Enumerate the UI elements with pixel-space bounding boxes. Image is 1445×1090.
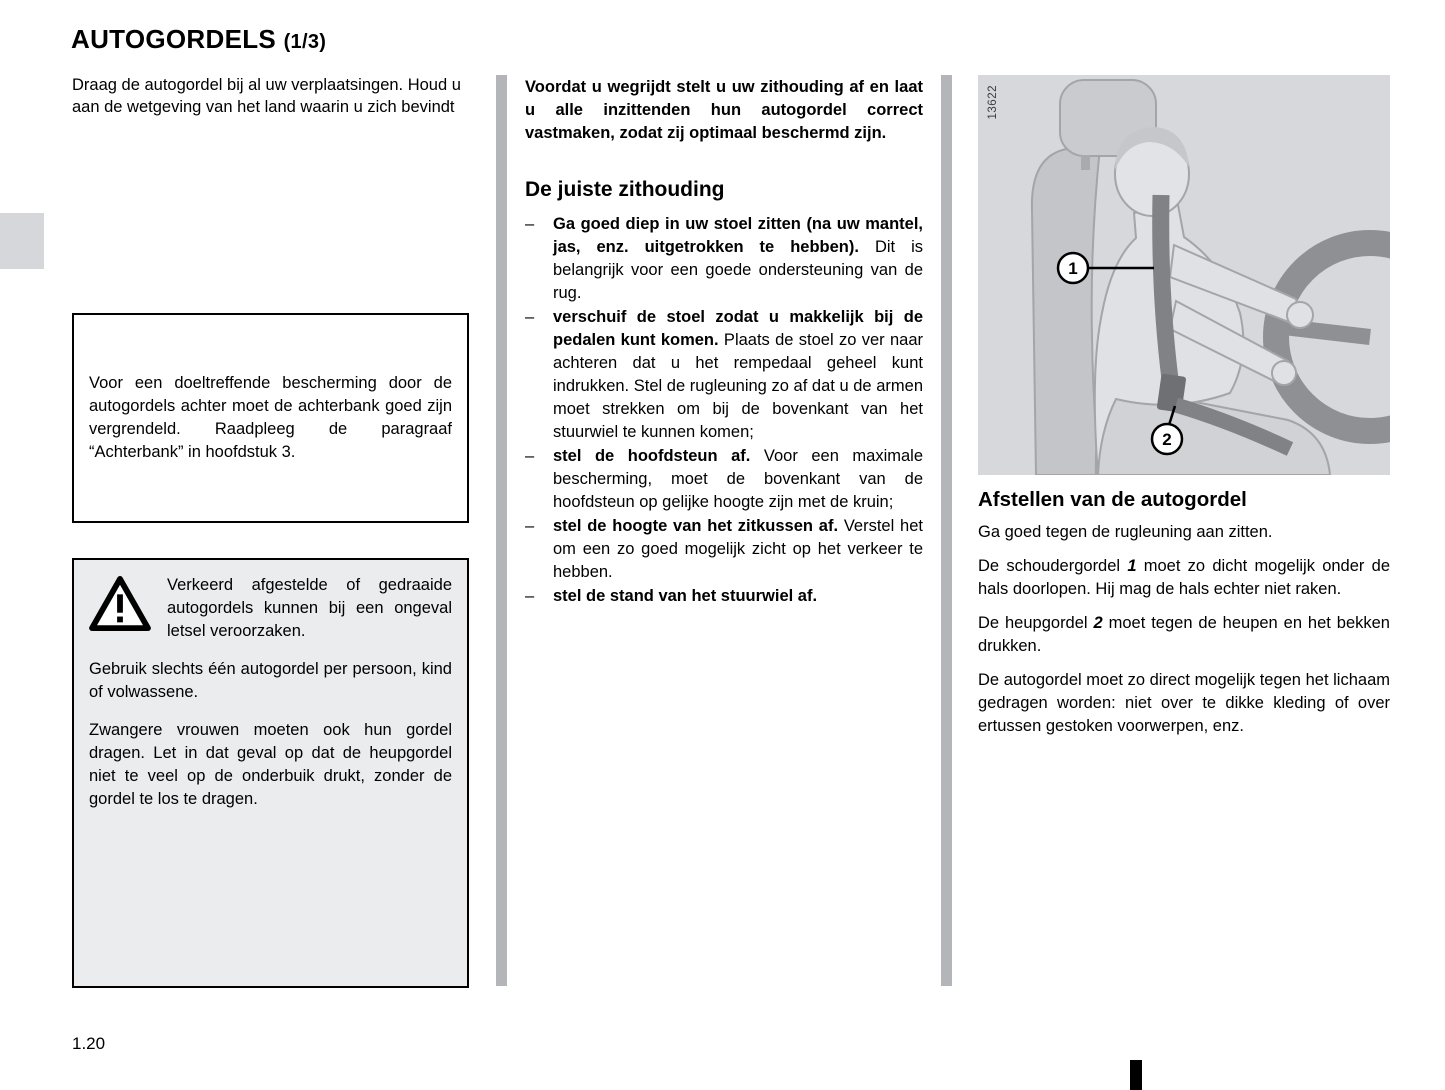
belt-paragraph-2 [978,555,1390,601]
list-item-lead: stel de stand van het stuurwiel af. [553,587,818,605]
belt-paragraph-3-post: moet tegen de heupen en het bekken drukken. [978,614,1390,655]
list-item-rest: Dit is belangrijk voor een goede ondersteuning van de rug. [553,238,924,302]
belt-paragraph-3 [978,612,1390,658]
chapter-edge-tab [0,213,44,269]
dash-bullet: – [525,587,535,605]
figure-reference-code: 13622 [987,85,999,120]
print-registration-mark [1130,1060,1142,1090]
page-title-suffix: (1/3) [283,31,327,53]
callout-2-number: 2 [1162,430,1172,449]
page-title [71,24,326,55]
list-item [525,306,923,444]
dash-bullet: – [525,215,535,233]
dash-bullet: – [525,517,535,535]
warning-triangle-icon [89,576,151,632]
dash-bullet: – [525,308,535,326]
seatbelt-illustration [978,75,1390,475]
list-item-lead: stel de hoogte van het zitkussen af. [553,517,839,535]
column-divider-right [941,75,952,986]
list-item [525,445,923,514]
list-item-lead: Ga goed diep in uw stoel zitten (na uw mantel, jas, enz. uitgetrokken te hebben). [553,215,923,256]
belt-ref-2: 2 [1093,614,1103,632]
warning-header [89,574,452,643]
column-divider-left [496,75,507,986]
belt-paragraph-1: Ga goed tegen de rugleuning aan zitten. [978,523,1273,541]
warning-paragraph-2: Zwangere vrouwen moeten ook hun gordel dragen. Let in dat geval op dat de heupgordel niet te veel op de onderbuik drukt, zonder de gordel te los te dragen. [89,721,452,808]
warning-paragraph-1: Gebruik slechts één autogordel per persoon, kind of volwassene. [89,660,452,701]
list-item [525,585,923,608]
dash-bullet: – [525,447,535,465]
list-item-rest: Voor een maximale bescherming, moet de bovenkant van de hoofdsteun op gelijke hoogte zijn met de kruin; [553,447,923,511]
warning-text: Verkeerd afgestelde of gedraaide autogordels kunnen bij een ongeval letsel veroorzaken. [167,576,452,640]
belt-paragraph-2-pre: De schoudergordel [978,557,1128,575]
belt-paragraph-4: De autogordel moet zo direct mogelijk tegen het lichaam gedragen worden: niet over te dikke kleding of over ertussen gestoken voorwerpen, enz. [978,671,1390,735]
list-item [525,213,923,305]
rear-seat-note-box [72,313,469,523]
callout-1-number: 1 [1068,259,1078,278]
before-driving-paragraph: Voordat u wegrijdt stelt u uw zithouding af en laat u alle inzittenden hun autogordel correct vastmaken, zodat zij optimaal beschermd zijn. [525,78,923,142]
posture-list [525,213,923,608]
middle-column [525,76,923,609]
belt-paragraph-2-post: moet zo dicht mogelijk onder de hals doorlopen. Hij mag de hals echter niet raken. [978,557,1390,598]
belt-adjust-heading: Afstellen van de autogordel [978,488,1247,511]
list-item-rest: Plaats de stoel zo ver naar achteren dat u het rempedaal geheel kunt indrukken. Stel de rugleuning zo af dat u de armen moet strekken om bij de bovenkant van het stuurwiel te kunnen komen; [553,331,923,441]
seatbelt-figure [978,75,1390,475]
list-item-lead: stel de hoofdsteun af. [553,447,751,465]
belt-ref-1: 1 [1127,557,1137,575]
warning-box [72,558,469,988]
list-item-lead: verschuif de stoel zodat u makkelijk bij de pedalen kunt komen. [553,308,923,349]
posture-heading: De juiste zithouding [525,178,725,201]
page-number: 1.20 [72,1034,106,1053]
belt-paragraph-3-pre: De heupgordel [978,614,1094,632]
list-item-rest: Verstel het om een zo goed mogelijk zicht op het verkeer te hebben. [553,517,923,581]
intro-paragraph: Draag de autogordel bij al uw verplaatsingen. Houd u aan de wetgeving van het land waarin u zich bevindt [72,76,461,116]
list-item [525,515,923,584]
rear-seat-note-text: Voor een doeltreffende bescherming door de autogordels achter moet de achterbank goed zijn vergrendeld. Raadpleeg de paragraaf “Achterbank” in hoofdstuk 3. [89,374,452,461]
right-column [978,75,1390,749]
page-title-main: AUTOGORDELS [71,24,277,54]
